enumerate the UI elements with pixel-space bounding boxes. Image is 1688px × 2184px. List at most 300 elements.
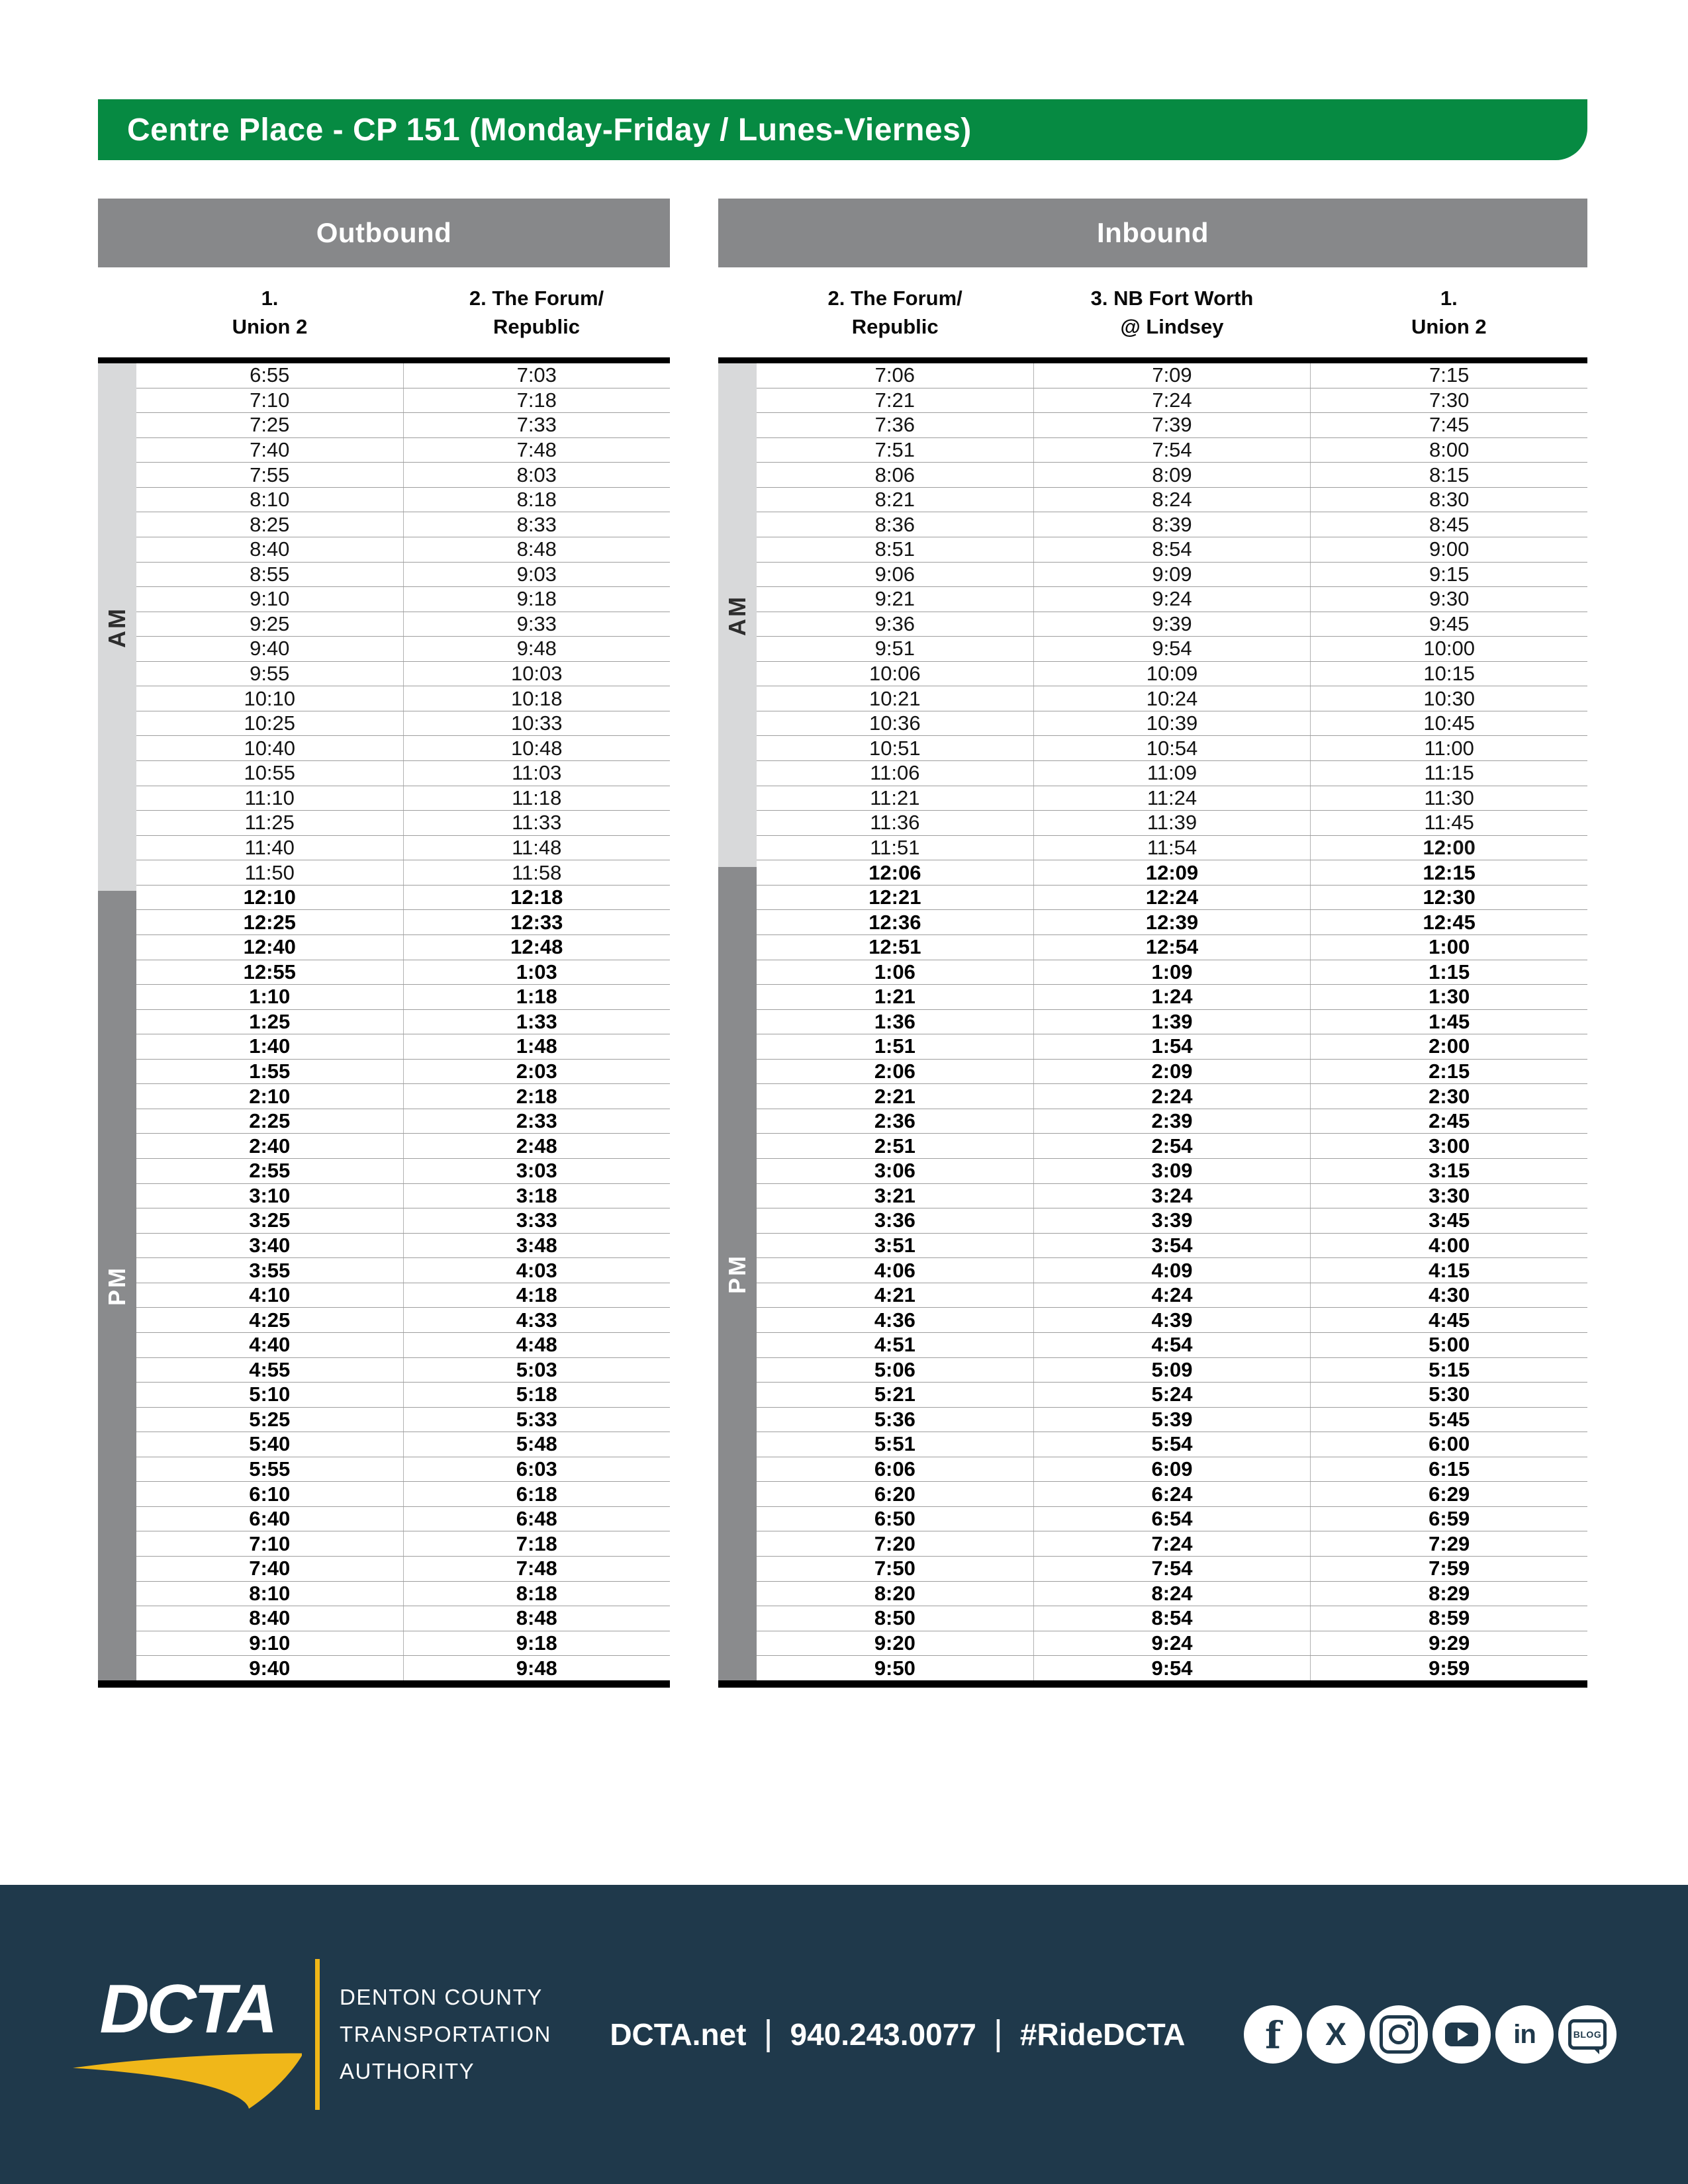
time-cell: 7:25: [250, 413, 290, 437]
table-row: [136, 1184, 670, 1209]
time-cell: 8:30: [1310, 488, 1587, 512]
time-cell: 8:20: [874, 1581, 915, 1605]
time-cell: 4:39: [1033, 1308, 1311, 1332]
time-cell: 3:54: [1033, 1234, 1311, 1258]
time-cell: 11:50: [244, 860, 295, 884]
time-cell: 4:45: [1310, 1308, 1587, 1332]
time-cell: 8:15: [1310, 463, 1587, 487]
time-cell: 1:48: [403, 1034, 671, 1059]
time-cell: 7:10: [249, 1531, 291, 1555]
period-label: PM: [103, 1265, 130, 1306]
time-cell: 3:36: [874, 1208, 915, 1232]
youtube-icon[interactable]: [1432, 2005, 1491, 2064]
table-row: [136, 761, 670, 786]
time-cell: 5:33: [403, 1408, 671, 1432]
time-cell: 11:54: [1033, 836, 1311, 860]
time-cell: 9:30: [1310, 587, 1587, 612]
time-cell: 5:30: [1310, 1383, 1587, 1407]
column-header-line: 1.: [261, 286, 279, 310]
table-row: [757, 1582, 1587, 1607]
inbound-timetable: [718, 199, 1587, 1688]
time-cell: 2:33: [403, 1109, 671, 1134]
time-cell: 11:24: [1033, 786, 1311, 811]
time-cell: 7:55: [250, 463, 290, 486]
time-cell: 3:33: [403, 1208, 671, 1233]
time-cell: 6:40: [249, 1507, 291, 1531]
time-cell: 8:33: [403, 512, 671, 537]
time-cell: 4:18: [403, 1283, 671, 1308]
time-cell: 7:03: [403, 363, 671, 388]
column-header: [1311, 284, 1587, 341]
time-cell: 7:48: [403, 438, 671, 463]
time-cell: 9:40: [250, 637, 290, 660]
x-twitter-icon[interactable]: [1307, 2005, 1365, 2064]
time-cell: 9:15: [1310, 563, 1587, 587]
inbound-am-band: [718, 363, 757, 867]
time-cell: 10:48: [403, 736, 671, 760]
time-cell: 9:54: [1033, 637, 1311, 661]
time-cell: 10:33: [403, 711, 671, 736]
table-row: [757, 1432, 1587, 1457]
table-row: [136, 1084, 670, 1109]
table-row: [757, 1308, 1587, 1333]
table-row: [136, 1383, 670, 1408]
column-header: [136, 284, 403, 341]
time-cell: 11:48: [403, 836, 671, 860]
table-row: [757, 637, 1587, 662]
time-cell: 7:21: [874, 388, 915, 412]
time-cell: 11:18: [403, 786, 671, 811]
table-row: [757, 537, 1587, 563]
time-cell: 5:36: [874, 1407, 915, 1431]
table-row: [136, 1631, 670, 1657]
time-cell: 10:21: [869, 686, 921, 710]
column-header: [1033, 284, 1310, 341]
time-cell: 7:30: [1310, 388, 1587, 413]
time-cell: 2:10: [249, 1084, 291, 1108]
time-cell: 10:06: [869, 662, 921, 686]
time-cell: 8:18: [403, 1582, 671, 1606]
time-cell: 4:03: [403, 1258, 671, 1283]
time-cell: 4:06: [874, 1258, 915, 1282]
time-cell: 9:50: [874, 1656, 915, 1680]
logo-divider: [315, 1959, 320, 2110]
time-cell: 3:03: [403, 1159, 671, 1183]
time-cell: 6:00: [1310, 1432, 1587, 1457]
table-row: [757, 836, 1587, 861]
time-cell: 4:30: [1310, 1283, 1587, 1308]
time-cell: 5:06: [874, 1357, 915, 1381]
column-header-line: Republic: [493, 315, 580, 338]
outbound-rows: [136, 363, 670, 1680]
table-row: [136, 1457, 670, 1482]
footer-phone: 940.243.0077: [790, 2017, 976, 2052]
time-cell: 9:10: [250, 587, 290, 611]
blog-speech-bubble: [1568, 2019, 1607, 2050]
time-cell: 4:51: [874, 1333, 915, 1357]
time-cell: 3:25: [249, 1208, 291, 1232]
time-cell: 11:39: [1033, 811, 1311, 835]
time-cell: 8:21: [874, 488, 915, 512]
time-cell: 5:03: [403, 1358, 671, 1383]
instagram-camera-outline: [1380, 2015, 1418, 2054]
table-row: [757, 886, 1587, 911]
period-label: AM: [103, 606, 130, 648]
table-row: [136, 587, 670, 612]
instagram-icon[interactable]: [1370, 2005, 1428, 2064]
time-cell: 7:24: [1033, 388, 1311, 413]
time-cell: 1:15: [1310, 960, 1587, 985]
table-row: [757, 1234, 1587, 1259]
time-cell: 12:45: [1310, 910, 1587, 934]
time-cell: 11:21: [870, 786, 920, 809]
table-row: [136, 1557, 670, 1582]
table-row: [757, 1208, 1587, 1234]
time-cell: 4:48: [403, 1333, 671, 1357]
time-cell: 10:25: [244, 711, 296, 735]
table-row: [136, 860, 670, 886]
table-row: [757, 587, 1587, 612]
table-row: [136, 1333, 670, 1358]
table-row: [757, 612, 1587, 637]
table-row: [136, 1159, 670, 1184]
time-cell: 5:54: [1033, 1432, 1311, 1457]
table-row: [757, 662, 1587, 687]
table-row: [757, 1557, 1587, 1582]
time-cell: 2:06: [874, 1060, 915, 1083]
time-cell: 9:21: [874, 587, 915, 611]
time-cell: 12:48: [403, 935, 671, 960]
time-cell: 11:10: [244, 786, 295, 809]
dcta-wordmark: DCTA: [99, 1971, 275, 2048]
time-cell: 12:25: [243, 910, 296, 934]
table-row: [136, 1010, 670, 1035]
time-cell: 12:54: [1033, 935, 1311, 960]
time-cell: 9:33: [403, 612, 671, 637]
outbound-timetable: [98, 199, 670, 1688]
time-cell: 5:09: [1033, 1358, 1311, 1383]
time-cell: 1:36: [874, 1009, 915, 1033]
time-cell: 5:10: [249, 1383, 291, 1406]
time-cell: 7:10: [250, 388, 290, 412]
dcta-swoosh-icon: [71, 2050, 303, 2111]
time-cell: 12:30: [1310, 886, 1587, 910]
table-row: [136, 1582, 670, 1607]
youtube-player-shape: [1445, 2023, 1478, 2046]
time-cell: 8:29: [1310, 1582, 1587, 1606]
outbound-grid: [98, 357, 670, 1688]
time-cell: 8:10: [250, 488, 290, 512]
time-cell: 12:24: [1033, 886, 1311, 910]
time-cell: 4:36: [874, 1308, 915, 1332]
table-row: [757, 1060, 1587, 1085]
time-cell: 11:15: [1310, 761, 1587, 786]
dcta-logo-mark: [71, 1958, 303, 2111]
time-cell: 12:33: [403, 910, 671, 934]
time-cell: 11:45: [1310, 811, 1587, 835]
table-row: [136, 1482, 670, 1507]
time-cell: 8:09: [1033, 463, 1311, 487]
time-cell: 7:33: [403, 413, 671, 437]
time-cell: 2:45: [1310, 1109, 1587, 1134]
inbound-rows: [757, 363, 1587, 1680]
inbound-ampm-band: [718, 363, 757, 1680]
table-row: [136, 537, 670, 563]
time-cell: 9:25: [250, 612, 290, 635]
time-cell: 7:18: [403, 388, 671, 413]
time-cell: 9:48: [403, 1656, 671, 1680]
inbound-column-headers: [757, 267, 1587, 357]
footer-hashtag: #RideDCTA: [1019, 2017, 1186, 2052]
table-row: [757, 960, 1587, 985]
time-cell: 9:29: [1310, 1631, 1587, 1656]
table-row: [136, 463, 670, 488]
column-header: [757, 284, 1033, 341]
time-cell: 1:45: [1310, 1010, 1587, 1034]
instagram-flash-dot: [1407, 2021, 1412, 2026]
facebook-glyph: f: [1264, 2014, 1282, 2058]
blog-bubble-tail: [1591, 2046, 1599, 2054]
time-cell: 2:54: [1033, 1134, 1311, 1158]
time-cell: 5:24: [1033, 1383, 1311, 1407]
time-cell: 7:09: [1033, 363, 1311, 388]
time-cell: 7:40: [249, 1557, 291, 1580]
time-cell: 12:39: [1033, 910, 1311, 934]
footer-contact: [551, 2014, 1244, 2055]
time-cell: 11:25: [244, 811, 295, 835]
time-cell: 8:40: [250, 537, 290, 561]
time-cell: 7:48: [403, 1557, 671, 1581]
table-row: [757, 1283, 1587, 1308]
table-row: [757, 1482, 1587, 1507]
table-row: [136, 413, 670, 438]
table-row: [136, 711, 670, 737]
time-cell: 3:45: [1310, 1208, 1587, 1233]
time-cell: 5:55: [249, 1457, 291, 1481]
time-cell: 8:54: [1033, 537, 1311, 562]
time-cell: 3:15: [1310, 1159, 1587, 1183]
time-cell: 7:51: [874, 437, 915, 461]
table-row: [136, 438, 670, 463]
table-row: [136, 811, 670, 836]
inbound-grid: [718, 357, 1587, 1688]
period-label: AM: [724, 594, 751, 636]
table-row: [136, 1109, 670, 1134]
time-cell: 10:15: [1310, 662, 1587, 686]
time-cell: 4:09: [1033, 1258, 1311, 1283]
time-cell: 7:15: [1310, 363, 1587, 388]
table-row: [757, 686, 1587, 711]
table-row: [757, 1383, 1587, 1408]
time-cell: 5:15: [1310, 1358, 1587, 1383]
time-cell: 6:48: [403, 1507, 671, 1531]
time-cell: 4:55: [249, 1357, 291, 1381]
table-row: [757, 563, 1587, 588]
column-header-line: Union 2: [232, 315, 308, 338]
time-cell: 10:30: [1310, 686, 1587, 711]
instagram-lens: [1389, 2025, 1409, 2044]
table-row: [757, 1034, 1587, 1060]
blog-icon[interactable]: [1558, 2005, 1617, 2064]
time-cell: 1:10: [249, 985, 291, 1009]
time-cell: 8:55: [250, 562, 290, 586]
time-cell: 6:59: [1310, 1507, 1587, 1531]
time-cell: 1:40: [249, 1034, 291, 1058]
time-cell: 2:00: [1310, 1034, 1587, 1059]
time-cell: 6:15: [1310, 1457, 1587, 1482]
time-cell: 1:06: [874, 960, 915, 983]
time-cell: 4:10: [249, 1283, 291, 1307]
table-row: [136, 736, 670, 761]
time-cell: 9:39: [1033, 612, 1311, 637]
time-cell: 10:03: [403, 662, 671, 686]
time-cell: 1:55: [249, 1060, 291, 1083]
table-row: [136, 910, 670, 935]
time-cell: 2:21: [874, 1084, 915, 1108]
table-row: [136, 1134, 670, 1159]
time-cell: 4:15: [1310, 1258, 1587, 1283]
table-row: [757, 860, 1587, 886]
table-row: [136, 612, 670, 637]
table-row: [136, 563, 670, 588]
time-cell: 7:24: [1033, 1531, 1311, 1556]
time-cell: 11:09: [1033, 761, 1311, 786]
outbound-am-band: [98, 363, 136, 891]
table-row: [757, 910, 1587, 935]
linkedin-icon[interactable]: [1495, 2005, 1554, 2064]
period-label: PM: [724, 1253, 751, 1294]
time-cell: 5:21: [874, 1383, 915, 1406]
time-cell: 9:55: [250, 662, 290, 686]
time-cell: 9:24: [1033, 1631, 1311, 1656]
time-cell: 9:18: [403, 587, 671, 612]
time-cell: 9:03: [403, 563, 671, 587]
time-cell: 1:39: [1033, 1010, 1311, 1034]
time-cell: 12:36: [868, 910, 921, 934]
table-row: [136, 488, 670, 513]
table-row: [136, 1408, 670, 1433]
time-cell: 11:06: [870, 761, 920, 785]
time-cell: 8:40: [249, 1606, 291, 1630]
time-cell: 8:45: [1310, 512, 1587, 537]
time-cell: 8:03: [403, 463, 671, 487]
column-header-line: 3. NB Fort Worth: [1090, 286, 1254, 310]
table-row: [136, 960, 670, 985]
time-cell: 3:39: [1033, 1208, 1311, 1233]
table-row: [757, 1631, 1587, 1657]
time-cell: 7:50: [874, 1557, 915, 1580]
time-cell: 5:40: [249, 1432, 291, 1456]
time-cell: 5:18: [403, 1383, 671, 1407]
time-cell: 10:10: [244, 686, 296, 710]
time-cell: 2:24: [1033, 1084, 1311, 1109]
table-row: [757, 388, 1587, 414]
time-cell: 2:39: [1033, 1109, 1311, 1134]
time-cell: 1:25: [249, 1009, 291, 1033]
time-cell: 9:24: [1033, 587, 1311, 612]
table-row: [757, 413, 1587, 438]
outbound-ampm-band: [98, 363, 136, 1680]
time-cell: 7:36: [874, 413, 915, 437]
table-row: [757, 761, 1587, 786]
time-cell: 1:30: [1310, 985, 1587, 1009]
table-row: [757, 1109, 1587, 1134]
time-cell: 2:51: [874, 1134, 915, 1158]
table-row: [757, 488, 1587, 513]
time-cell: 7:06: [874, 363, 915, 387]
time-cell: 1:21: [874, 985, 915, 1009]
column-header-line: Republic: [851, 315, 939, 338]
time-cell: 6:54: [1033, 1507, 1311, 1531]
time-cell: 7:39: [1033, 413, 1311, 437]
time-cell: 1:00: [1310, 935, 1587, 960]
time-cell: 11:03: [403, 761, 671, 786]
table-row: [136, 1034, 670, 1060]
time-cell: 8:24: [1033, 1582, 1311, 1606]
table-row: [757, 1084, 1587, 1109]
time-cell: 5:39: [1033, 1408, 1311, 1432]
time-cell: 3:51: [874, 1233, 915, 1257]
table-row: [136, 836, 670, 861]
column-header-line: Union 2: [1411, 315, 1487, 338]
time-cell: 3:21: [874, 1183, 915, 1207]
time-cell: 4:25: [249, 1308, 291, 1332]
time-cell: 9:36: [874, 612, 915, 635]
time-cell: 10:51: [869, 736, 921, 760]
time-cell: 12:55: [243, 960, 296, 983]
table-row: [136, 1507, 670, 1532]
time-cell: 12:09: [1033, 860, 1311, 885]
facebook-icon[interactable]: [1244, 2005, 1302, 2064]
time-cell: 1:33: [403, 1010, 671, 1034]
time-cell: 1:54: [1033, 1034, 1311, 1059]
separator: |: [993, 2013, 1003, 2053]
table-row: [136, 1308, 670, 1333]
time-cell: 12:21: [868, 886, 921, 909]
inbound-pm-band: [718, 867, 757, 1680]
time-cell: 1:24: [1033, 985, 1311, 1009]
time-cell: 8:18: [403, 488, 671, 512]
time-cell: 2:18: [403, 1084, 671, 1109]
time-cell: 12:40: [243, 935, 296, 959]
time-cell: 8:59: [1310, 1606, 1587, 1631]
table-row: [757, 1656, 1587, 1680]
time-cell: 2:36: [874, 1109, 915, 1133]
time-cell: 8:25: [250, 512, 290, 536]
time-cell: 5:25: [249, 1407, 291, 1431]
route-title-bar: [98, 99, 1587, 160]
footer-website-link[interactable]: DCTA.net: [610, 2017, 747, 2052]
time-cell: 8:39: [1033, 512, 1311, 537]
table-row: [136, 935, 670, 960]
org-line: DENTON COUNTY: [340, 1985, 543, 2009]
time-cell: 8:50: [874, 1606, 915, 1630]
linkedin-glyph: in: [1513, 2019, 1536, 2049]
time-cell: 10:45: [1310, 711, 1587, 736]
table-row: [136, 637, 670, 662]
time-cell: 12:18: [403, 886, 671, 910]
time-cell: 3:06: [874, 1159, 915, 1183]
time-cell: 11:33: [403, 811, 671, 835]
time-cell: 10:54: [1033, 736, 1311, 760]
table-row: [757, 1507, 1587, 1532]
time-cell: 1:18: [403, 985, 671, 1009]
time-cell: 5:48: [403, 1432, 671, 1457]
time-cell: 9:06: [874, 562, 915, 586]
time-cell: 10:36: [869, 711, 921, 735]
table-row: [757, 1457, 1587, 1482]
table-row: [136, 1060, 670, 1085]
